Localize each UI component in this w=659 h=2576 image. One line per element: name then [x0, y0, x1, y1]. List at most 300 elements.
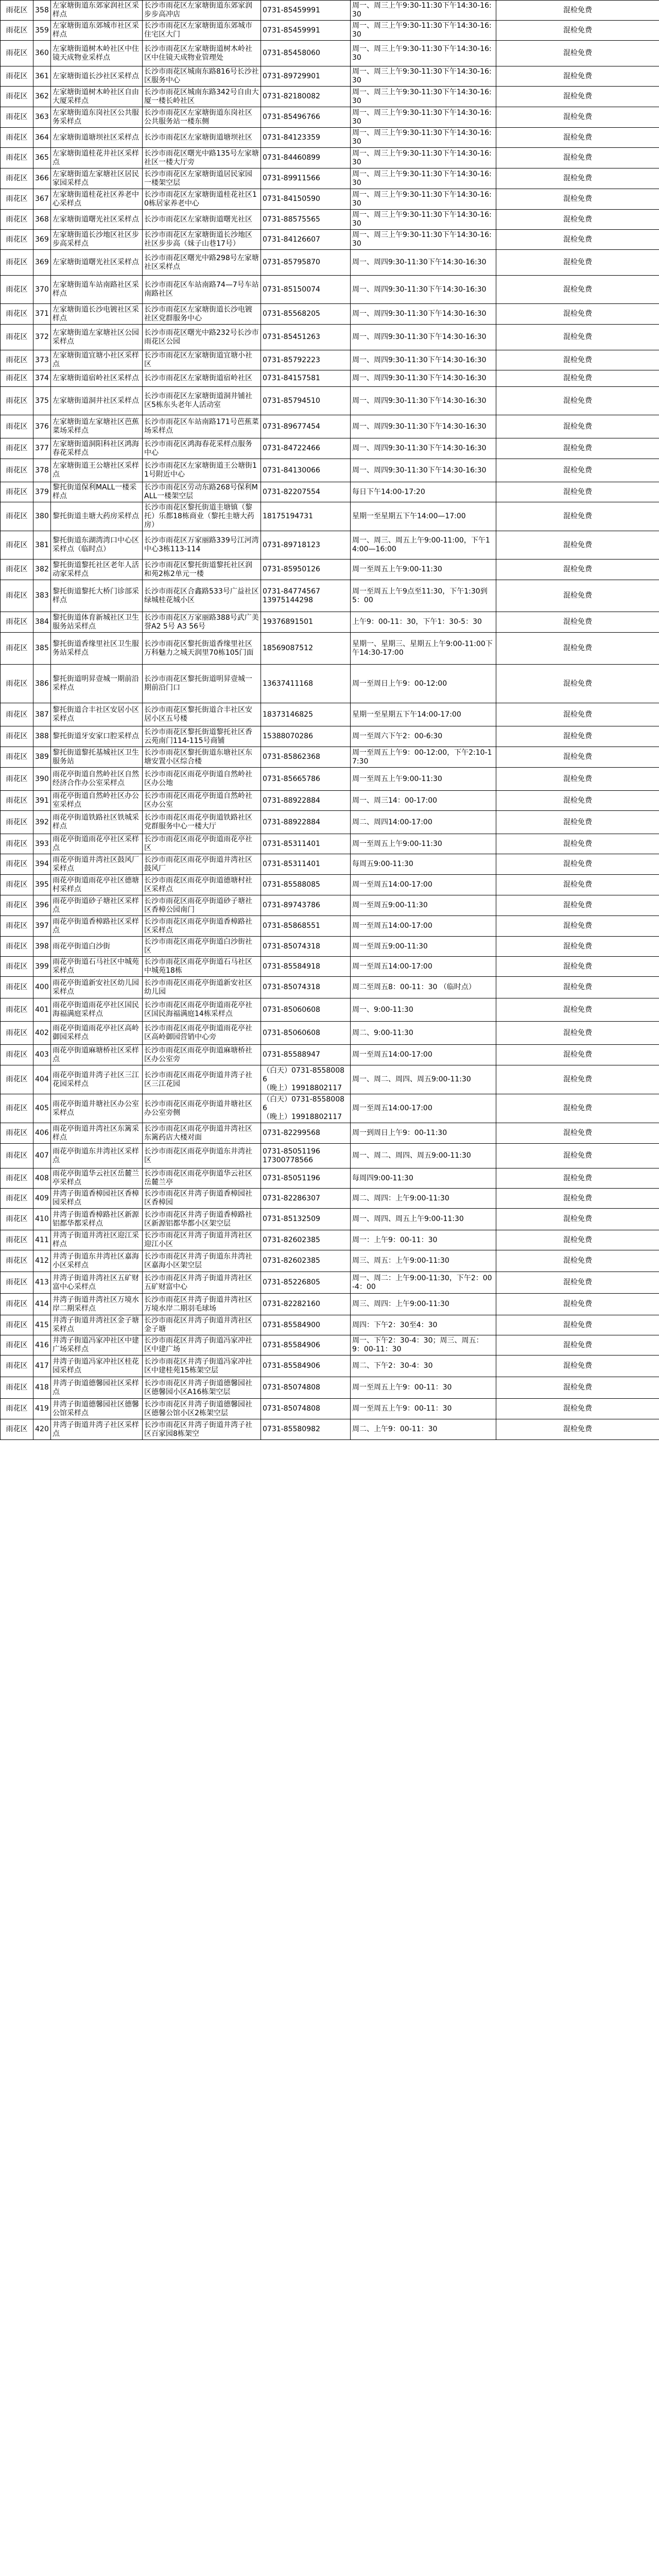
site-name-cell: 雨花亭街道石马社区中城苑采样点 [51, 957, 143, 977]
phone-cell: 18569087512 [261, 633, 351, 665]
address-cell: 长沙市雨花区左家塘街道王公塘街11号附近中心 [143, 459, 261, 482]
site-name-cell: 黎托街道圭塘大药房采样点 [51, 502, 143, 531]
site-name-cell: 左家塘街道左家塘社区公园采样点 [51, 325, 143, 350]
number-cell: 381 [33, 531, 51, 560]
test-type-cell: 混检免费 [496, 937, 659, 957]
hours-cell: 周一、周四9:30-11:30下午14:30-16:30 [351, 459, 496, 482]
phone-cell: 0731-89729901 [261, 66, 351, 87]
test-type-cell: 混检免费 [496, 957, 659, 977]
table-row [1, 1168, 659, 1189]
site-name-cell: 井湾子街道井湾社区万境水岸二期采样点 [51, 1294, 143, 1315]
phone-cell: 0731-84150590 [261, 189, 351, 210]
table-row [1, 482, 659, 502]
phone-cell: 0731-85950126 [261, 560, 351, 580]
test-type-cell: 混检免费 [496, 1, 659, 21]
number-cell: 384 [33, 612, 51, 633]
address-cell: 长沙市雨花区雨花亭街道自然岭社区办公室 [143, 791, 261, 811]
phone-cell: 0731-85862368 [261, 747, 351, 768]
phone-cell: 19376891501 [261, 612, 351, 633]
table-row [1, 350, 659, 370]
test-type-cell: 混检免费 [496, 854, 659, 875]
phone-cell: 0731-84774567 13975144298 [261, 580, 351, 612]
hours-cell: 周一至周五上午9:00-11:30 [351, 834, 496, 854]
table-row [1, 1272, 659, 1294]
hours-cell: 周一、周三上午9:30-11:30下午14:30-16:30 [351, 230, 496, 250]
table-row [1, 1294, 659, 1315]
test-type-cell: 混检免费 [496, 726, 659, 747]
number-cell: 374 [33, 370, 51, 387]
district-cell: 雨花区 [1, 250, 33, 276]
phone-cell: 0731-85074318 [261, 977, 351, 998]
site-name-cell: 左家塘街道车站南路社区采样点 [51, 276, 143, 304]
hours-cell: 周一至周五上午9：00-11：30 [351, 1399, 496, 1419]
table-row [1, 370, 659, 387]
table-row [1, 895, 659, 916]
district-cell: 雨花区 [1, 633, 33, 665]
district-cell: 雨花区 [1, 854, 33, 875]
test-type-cell: 混检免费 [496, 1123, 659, 1144]
number-cell: 418 [33, 1377, 51, 1399]
address-cell: 长沙市雨花区黎托街道合丰社区安居小区五号楼 [143, 703, 261, 726]
phone-cell: 0731-82299568 [261, 1123, 351, 1144]
district-cell: 雨花区 [1, 1272, 33, 1294]
hours-cell: 周一至周五上午9：00-11：30 [351, 1377, 496, 1399]
address-cell: 长沙市雨花区左家塘街道洞井铺社区5栋东头老年人活动室 [143, 387, 261, 415]
site-name-cell: 左家塘街道树木岭社区自由大厦采样点 [51, 87, 143, 107]
address-cell: 长沙市雨花区合鑫路533号广益社区绿城桂花城小区 [143, 580, 261, 612]
number-cell: 410 [33, 1209, 51, 1230]
test-type-cell: 混检免费 [496, 895, 659, 916]
test-type-cell: 混检免费 [496, 768, 659, 791]
test-type-cell: 混检免费 [496, 482, 659, 502]
district-cell: 雨花区 [1, 834, 33, 854]
site-name-cell: 雨花亭街道自然岭社区办公室采样点 [51, 791, 143, 811]
site-name-cell: 井湾子街道冯家冲社区中建广场采样点 [51, 1335, 143, 1355]
address-cell: 长沙市雨花区万家丽路388号武广美誉A2 5号 A3 56号 [143, 612, 261, 633]
site-name-cell: 左家塘街道东郊家润社区采样点 [51, 1, 143, 21]
address-cell: 长沙市雨花区雨花亭街道新安社区幼儿园 [143, 977, 261, 998]
number-cell: 361 [33, 66, 51, 87]
hours-cell: 周一、周三上午9:30-11:30下午14:30-16:30 [351, 21, 496, 41]
hours-cell: 周一、周四9:30-11:30下午14:30-16:30 [351, 250, 496, 276]
hours-cell: 周一至周五上午9：00-12:00，下午2:10-17:30 [351, 747, 496, 768]
site-name-cell: 黎托街道东湖湾湾口中心区采样点（临时点） [51, 531, 143, 560]
address-cell: 长沙市雨花区井湾子街道冯家冲社区中建桂苑15栋架空层 [143, 1355, 261, 1377]
number-cell: 390 [33, 768, 51, 791]
table-row [1, 1123, 659, 1144]
district-cell: 雨花区 [1, 350, 33, 370]
phone-cell: 0731-85580982 [261, 1419, 351, 1440]
phone-cell: 0731-85496766 [261, 107, 351, 128]
district-cell: 雨花区 [1, 438, 33, 459]
table-row [1, 1209, 659, 1230]
address-cell: 长沙市雨花区雨花亭街道白沙街社区 [143, 937, 261, 957]
test-type-cell: 混检免费 [496, 350, 659, 370]
site-name-cell: 雨花亭街道雨花亭社区国民海福满庭采样点 [51, 998, 143, 1022]
address-cell: 长沙市雨花区雨花亭街道井湾社区东篱药店大楼对面 [143, 1123, 261, 1144]
table-row [1, 854, 659, 875]
table-row [1, 250, 659, 276]
address-cell: 长沙市雨花区黎托街道东塘社区东塘安置小区综合楼 [143, 747, 261, 768]
hours-cell: 星期一至星期五下午14:00—17:00 [351, 502, 496, 531]
hours-cell: 周一到周日上午9：00-11:30 [351, 1123, 496, 1144]
table-row [1, 1419, 659, 1440]
district-cell: 雨花区 [1, 128, 33, 148]
site-name-cell: 雨花亭街道井塘社区办公室采样点 [51, 1094, 143, 1123]
address-cell: 长沙市雨花区劳动东路268号保利MALL一楼架空层 [143, 482, 261, 502]
district-cell: 雨花区 [1, 107, 33, 128]
district-cell: 雨花区 [1, 875, 33, 895]
test-type-cell: 混检免费 [496, 276, 659, 304]
district-cell: 雨花区 [1, 1355, 33, 1377]
hours-cell: 周一、周四9:30-11:30下午14:30-16:30 [351, 370, 496, 387]
number-cell: 364 [33, 128, 51, 148]
district-cell: 雨花区 [1, 459, 33, 482]
site-name-cell: 雨花亭街道井湾子社区三江花园采样点 [51, 1065, 143, 1094]
table-row [1, 1189, 659, 1209]
table-row [1, 834, 659, 854]
number-cell: 378 [33, 459, 51, 482]
hours-cell: 周一、周三上午9:30-11:30下午14:30-16:30 [351, 87, 496, 107]
site-name-cell: 左家塘街道左家塘社区芭蕉菜场采样点 [51, 415, 143, 438]
number-cell: 379 [33, 482, 51, 502]
district-cell: 雨花区 [1, 791, 33, 811]
address-cell: 长沙市雨花区井湾子街道井湾社区五矿财富中心 [143, 1272, 261, 1294]
hours-cell: 周一、周四9:30-11:30下午14:30-16:30 [351, 438, 496, 459]
hours-cell: 周一、周三、周五上午9:00-11:00，下午14:00—16:00 [351, 531, 496, 560]
hours-cell: 周二、周四：上午9:00-11:30 [351, 1189, 496, 1209]
number-cell: 405 [33, 1094, 51, 1123]
table-row [1, 916, 659, 937]
table-row [1, 1377, 659, 1399]
test-type-cell: 混检免费 [496, 66, 659, 87]
number-cell: 372 [33, 325, 51, 350]
hours-cell: 周一至周五9:00-11:30 [351, 937, 496, 957]
phone-cell: 0731-84722466 [261, 438, 351, 459]
phone-cell: 0731-85665786 [261, 768, 351, 791]
address-cell: 长沙市雨花区车站南路171号芭蕉菜场采样点 [143, 415, 261, 438]
site-name-cell: 黎托街道牙安家口腔采样点 [51, 726, 143, 747]
hours-cell: 周一、周三上午9:30-11:30下午14:30-16:30 [351, 210, 496, 230]
district-cell: 雨花区 [1, 811, 33, 834]
address-cell: 长沙市雨花区井湾子街道香樟园社区香樟园 [143, 1189, 261, 1209]
table-row [1, 87, 659, 107]
address-cell: 长沙市雨花区左家塘街道东郊家润步步高冲店 [143, 1, 261, 21]
site-name-cell: 左家塘街道长沙地区社区步步高采样点 [51, 230, 143, 250]
address-cell: 长沙市雨花区雨花亭街道井塘社区办公室旁侧 [143, 1094, 261, 1123]
phone-cell: 0731-84460899 [261, 148, 351, 168]
phone-cell: 0731-85584918 [261, 957, 351, 977]
number-cell: 416 [33, 1335, 51, 1355]
hours-cell: 周一至周五上午9:00-11:30 [351, 768, 496, 791]
number-cell: 409 [33, 1189, 51, 1209]
hours-cell: 周一、周二、周四、周五9:00-11:30 [351, 1065, 496, 1094]
test-type-cell: 混检免费 [496, 304, 659, 325]
phone-cell: 0731-82602385 [261, 1250, 351, 1272]
number-cell: 377 [33, 438, 51, 459]
site-name-cell: 井湾子街道井湾社区迎江采样点 [51, 1230, 143, 1250]
test-type-cell: 混检免费 [496, 665, 659, 703]
test-type-cell: 混检免费 [496, 811, 659, 834]
address-cell: 长沙市雨花区井湾子街道香樟路社区新源铝都华都小区架空层 [143, 1209, 261, 1230]
phone-cell: 0731-85795870 [261, 250, 351, 276]
number-cell: 383 [33, 580, 51, 612]
number-cell: 359 [33, 21, 51, 41]
district-cell: 雨花区 [1, 230, 33, 250]
test-type-cell: 混检免费 [496, 1065, 659, 1094]
address-cell: 长沙市雨花区左家塘街道长沙地区社区步步高（妹子山巷17号） [143, 230, 261, 250]
phone-cell: 0731-84130066 [261, 459, 351, 482]
hours-cell: 周一、周三上午9:30-11:30下午14:30-16:30 [351, 148, 496, 168]
test-type-cell: 混检免费 [496, 633, 659, 665]
hours-cell: 周一、周三上午9:30-11:30下午14:30-16:30 [351, 66, 496, 87]
test-type-cell: 混检免费 [496, 1377, 659, 1399]
test-type-cell: 混检免费 [496, 387, 659, 415]
table-row [1, 387, 659, 415]
site-name-cell: 左家塘街道王公塘社区采样点 [51, 459, 143, 482]
table-row [1, 612, 659, 633]
district-cell: 雨花区 [1, 1294, 33, 1315]
test-type-cell: 混检免费 [496, 791, 659, 811]
test-type-cell: 混检免费 [496, 998, 659, 1022]
district-cell: 雨花区 [1, 1250, 33, 1272]
address-cell: 长沙市雨花区城南东路342号自由大厦一楼长岭社区 [143, 87, 261, 107]
address-cell: 长沙市雨花区雨花亭街道华云社区岳麓兰亭 [143, 1168, 261, 1189]
phone-cell: 0731-85051196 [261, 1168, 351, 1189]
test-type-cell: 混检免费 [496, 370, 659, 387]
test-type-cell: 混检免费 [496, 977, 659, 998]
phone-cell: （白天）0731-85580086 （晚上）19918802117 [261, 1065, 351, 1094]
table-row [1, 791, 659, 811]
phone-cell: 0731-88575565 [261, 210, 351, 230]
table-row [1, 1022, 659, 1045]
district-cell: 雨花区 [1, 1123, 33, 1144]
phone-cell: 0731-85060608 [261, 1022, 351, 1045]
phone-cell: 0731-84126607 [261, 230, 351, 250]
address-cell: 长沙市雨花区车站南路74—7号车站南路社区 [143, 276, 261, 304]
district-cell: 雨花区 [1, 560, 33, 580]
site-name-cell: 雨花亭街道雨花亭社区高岭御园采样点 [51, 1022, 143, 1045]
phone-cell: 18175194731 [261, 502, 351, 531]
site-name-cell: 黎托街道体育新城社区卫生服务站采样点 [51, 612, 143, 633]
district-cell: 雨花区 [1, 21, 33, 41]
address-cell: 长沙市雨花区黎托街道黎托社区香云苑南门114-115号商铺 [143, 726, 261, 747]
district-cell: 雨花区 [1, 703, 33, 726]
district-cell: 雨花区 [1, 1377, 33, 1399]
table-row [1, 768, 659, 791]
number-cell: 365 [33, 148, 51, 168]
district-cell: 雨花区 [1, 726, 33, 747]
address-cell: 长沙市雨花区井湾子街道冯家冲社区中建广场 [143, 1335, 261, 1355]
number-cell: 391 [33, 791, 51, 811]
hours-cell: 周二至周五8：00-11：30 （临时点） [351, 977, 496, 998]
test-type-cell: 混检免费 [496, 107, 659, 128]
site-name-cell: 雨花亭街道白沙街 [51, 937, 143, 957]
table-row [1, 1315, 659, 1335]
table-row [1, 1335, 659, 1355]
table-row [1, 1, 659, 21]
phone-cell: 0731-85568205 [261, 304, 351, 325]
hours-cell: 星期一至星期五下午14:00-17:00 [351, 703, 496, 726]
test-type-cell: 混检免费 [496, 1230, 659, 1250]
number-cell: 371 [33, 304, 51, 325]
number-cell: 380 [33, 502, 51, 531]
number-cell: 411 [33, 1230, 51, 1250]
address-cell: 长沙市雨花区雨花亭街道井湾子社区三江花园 [143, 1065, 261, 1094]
address-cell: 长沙市雨花区雨花亭街道东井湾社区 [143, 1144, 261, 1168]
phone-cell: 0731-82180082 [261, 87, 351, 107]
test-type-cell: 混检免费 [496, 1399, 659, 1419]
phone-cell: 0731-85311401 [261, 854, 351, 875]
hours-cell: 每日下午14:00-17:20 [351, 482, 496, 502]
table-row [1, 415, 659, 438]
number-cell: 403 [33, 1045, 51, 1065]
test-type-cell: 混检免费 [496, 230, 659, 250]
number-cell: 367 [33, 189, 51, 210]
hours-cell: 上午9：00-11：30，下午1：30-5：30 [351, 612, 496, 633]
test-type-cell: 混检免费 [496, 189, 659, 210]
district-cell: 雨花区 [1, 1045, 33, 1065]
address-cell: 长沙市雨花区井湾子街道井湾社区万境水岸二期羽毛球场 [143, 1294, 261, 1315]
test-type-cell: 混检免费 [496, 747, 659, 768]
district-cell: 雨花区 [1, 895, 33, 916]
phone-cell: 0731-85868551 [261, 916, 351, 937]
phone-cell: 0731-85588947 [261, 1045, 351, 1065]
phone-cell: 0731-88922884 [261, 791, 351, 811]
hours-cell: 周一、周三上午9:30-11:30下午14:30-16:30 [351, 1, 496, 21]
address-cell: 长沙市雨花区雨花亭街道砂子塘社区香樟公园南门 [143, 895, 261, 916]
phone-cell: （白天）0731-85580086 （晚上）19918802117 [261, 1094, 351, 1123]
hours-cell: 周一、周四9:30-11:30下午14:30-16:30 [351, 325, 496, 350]
table-row [1, 531, 659, 560]
hours-cell: 周一、下午2：30-4：30；周三、周五：9：00-11：30 [351, 1335, 496, 1355]
table-row [1, 189, 659, 210]
address-cell: 长沙市雨花区雨花亭街道雨花亭社区国民海福满庭14栋采样点 [143, 998, 261, 1022]
hours-cell: 周一、周三上午9:30-11:30下午14:30-16:30 [351, 168, 496, 189]
test-type-cell: 混检免费 [496, 415, 659, 438]
address-cell: 长沙市雨花区城南东路816号长沙社区服务中心 [143, 66, 261, 87]
number-cell: 415 [33, 1315, 51, 1335]
phone-cell: 0731-89911566 [261, 168, 351, 189]
phone-cell: 0731-82602385 [261, 1230, 351, 1250]
number-cell: 370 [33, 276, 51, 304]
table-row [1, 998, 659, 1022]
test-type-cell: 混检免费 [496, 1209, 659, 1230]
site-name-cell: 井湾子街道东井湾社区嘉海小区采样点 [51, 1250, 143, 1272]
number-cell: 373 [33, 350, 51, 370]
number-cell: 404 [33, 1065, 51, 1094]
test-type-cell: 混检免费 [496, 128, 659, 148]
district-cell: 雨花区 [1, 977, 33, 998]
hours-cell: 周一、周三上午9:30-11:30下午14:30-16:30 [351, 41, 496, 66]
test-type-cell: 混检免费 [496, 210, 659, 230]
number-cell: 412 [33, 1250, 51, 1272]
site-name-cell: 左家塘街道曙光社区采样点 [51, 250, 143, 276]
phone-cell: 0731-85584900 [261, 1315, 351, 1335]
district-cell: 雨花区 [1, 1419, 33, 1440]
test-type-cell: 混检免费 [496, 834, 659, 854]
number-cell: 408 [33, 1168, 51, 1189]
hours-cell: 周一、周四9:30-11:30下午14:30-16:30 [351, 415, 496, 438]
number-cell: 368 [33, 210, 51, 230]
hours-cell: 周一至周五14:00-17:00 [351, 1045, 496, 1065]
site-name-cell: 黎托街道明昇壹城一期前沿采样点 [51, 665, 143, 703]
number-cell: 401 [33, 998, 51, 1022]
number-cell: 402 [33, 1022, 51, 1045]
site-name-cell: 井湾子街道井湾社区五矿财富中心采样点 [51, 1272, 143, 1294]
test-type-cell: 混检免费 [496, 1272, 659, 1294]
site-name-cell: 井湾子街道香樟园社区香樟园采样点 [51, 1189, 143, 1209]
table-row [1, 875, 659, 895]
test-type-cell: 混检免费 [496, 612, 659, 633]
test-type-cell: 混检免费 [496, 438, 659, 459]
phone-cell: 15388070286 [261, 726, 351, 747]
phone-cell: 0731-85584906 [261, 1335, 351, 1355]
district-cell: 雨花区 [1, 1315, 33, 1335]
test-type-cell: 混检免费 [496, 87, 659, 107]
table-row [1, 1250, 659, 1272]
address-cell: 长沙市雨花区雨花亭街道雨花亭社区 [143, 834, 261, 854]
number-cell: 398 [33, 937, 51, 957]
district-cell: 雨花区 [1, 747, 33, 768]
test-type-cell: 混检免费 [496, 1355, 659, 1377]
test-type-cell: 混检免费 [496, 1022, 659, 1045]
site-name-cell: 井湾子街道冯家冲社区桂花园采样点 [51, 1355, 143, 1377]
table-row [1, 304, 659, 325]
number-cell: 414 [33, 1294, 51, 1315]
number-cell: 392 [33, 811, 51, 834]
phone-cell: 18373146825 [261, 703, 351, 726]
test-type-cell: 混检免费 [496, 502, 659, 531]
district-cell: 雨花区 [1, 1230, 33, 1250]
table-row [1, 66, 659, 87]
site-name-cell: 井湾子街道井湾社区金子塘采样点 [51, 1315, 143, 1335]
phone-cell: 0731-85588085 [261, 875, 351, 895]
number-cell: 388 [33, 726, 51, 747]
hours-cell: 每周四9:00-11:30 [351, 1168, 496, 1189]
table-row [1, 210, 659, 230]
address-cell: 长沙市雨花区雨花亭街道麻塘桥社区办公室旁 [143, 1045, 261, 1065]
hours-cell: 周一、周三上午9:30-11:30下午14:30-16:30 [351, 189, 496, 210]
number-cell: 420 [33, 1419, 51, 1440]
test-type-cell: 混检免费 [496, 148, 659, 168]
site-name-cell: 黎托街道香缘里社区卫生服务站采样点 [51, 633, 143, 665]
table-row [1, 107, 659, 128]
phone-cell: 0731-85451263 [261, 325, 351, 350]
district-cell: 雨花区 [1, 415, 33, 438]
district-cell: 雨花区 [1, 87, 33, 107]
test-type-cell: 混检免费 [496, 325, 659, 350]
table-row [1, 811, 659, 834]
phone-cell: 0731-85311401 [261, 834, 351, 854]
district-cell: 雨花区 [1, 1094, 33, 1123]
hours-cell: 周一、周四9:30-11:30下午14:30-16:30 [351, 304, 496, 325]
hours-cell: 周一至周日上午9：00-12:00 [351, 665, 496, 703]
district-cell: 雨花区 [1, 276, 33, 304]
phone-cell: 0731-89677454 [261, 415, 351, 438]
address-cell: 长沙市雨花区雨花亭街道石马社区中城苑18栋 [143, 957, 261, 977]
site-name-cell: 雨花亭街道新安社区幼儿园采样点 [51, 977, 143, 998]
test-type-cell: 混检免费 [496, 531, 659, 560]
site-name-cell: 井湾子街道德馨园社区采样点 [51, 1377, 143, 1399]
number-cell: 413 [33, 1272, 51, 1294]
address-cell: 长沙市雨花区曙光中路135号左家塘社区一楼大厅旁 [143, 148, 261, 168]
hours-cell: 周三、周五：上午9:00-11:30 [351, 1250, 496, 1272]
address-cell: 长沙市雨花区左家塘街道居民家园一楼架空层 [143, 168, 261, 189]
address-cell: 长沙市雨花区曙光中路298号左家塘社区采样点 [143, 250, 261, 276]
site-name-cell: 左家塘街道桂花社区养老中心采样点 [51, 189, 143, 210]
address-cell: 长沙市雨花区井湾子街道井湾社区迎江小区 [143, 1230, 261, 1250]
